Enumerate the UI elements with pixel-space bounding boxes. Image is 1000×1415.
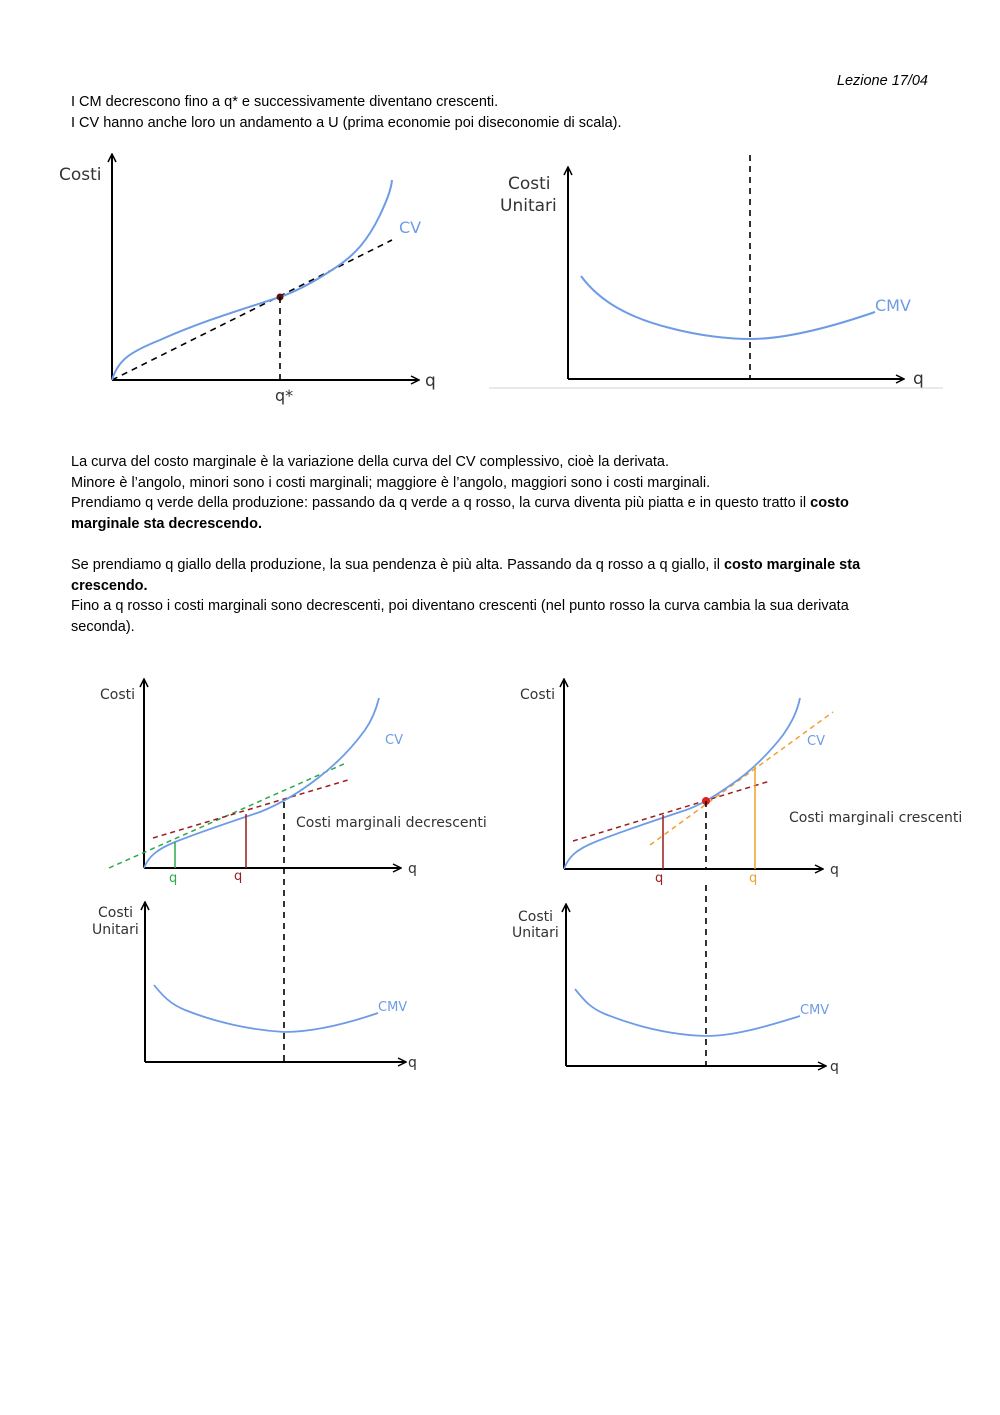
increasing-label: Costi marginali crescenti <box>789 810 963 826</box>
cv-curve <box>564 698 800 869</box>
explanation-line-3: Prendiamo q verde della produzione: passando da q verde a q rosso, la curva diventa più piatta e in questo tratto il costo marginale sta decrescendo. <box>71 495 849 532</box>
cv-curve <box>112 180 392 380</box>
bold-decrescendo: costo marginale sta decrescendo. <box>71 495 849 532</box>
y-axis-label-line1: Costi <box>508 174 551 194</box>
diagram-cmv-left <box>92 802 417 1071</box>
cv-label: CV <box>807 734 825 749</box>
diagram-mc-increasing <box>520 680 962 886</box>
x-axis-label: q <box>913 369 924 389</box>
y-axis-label-line2: Unitari <box>512 925 559 941</box>
intro-line-1: I CM decrescono fino a q* e successivamente diventano crescenti. <box>71 94 499 110</box>
bold-crescendo: costo marginale sta crescendo. <box>71 557 861 594</box>
diagram-mc-decreasing <box>100 680 487 886</box>
q-green-label: q <box>169 871 178 886</box>
y-axis-label-line2: Unitari <box>500 196 557 216</box>
cv-curve <box>144 698 379 868</box>
y-axis-label: Costi <box>520 687 556 703</box>
cv-label: CV <box>385 733 403 748</box>
decreasing-label: Costi marginali decrescenti <box>296 815 487 831</box>
y-axis-label-line2: Unitari <box>92 922 139 938</box>
diagram-cmv <box>489 155 943 389</box>
explanation2-line-2: Fino a q rosso i costi marginali sono decrescenti, poi diventano crescenti (nel punto rosso la curva cambia la sua derivata seconda). <box>71 598 849 635</box>
q-red-label: q <box>655 871 664 886</box>
cmv-label: CMV <box>800 1003 830 1018</box>
cmv-label: CMV <box>378 1000 408 1015</box>
y-axis-label: Costi <box>59 165 102 185</box>
q-red-label: q <box>234 869 243 884</box>
tangent-ray <box>112 240 392 380</box>
cv-label: CV <box>399 218 422 237</box>
q-star-label: q* <box>275 386 294 405</box>
explanation-line-2: Minore è l’angolo, minori sono i costi marginali; maggiore è l’angolo, maggiori sono i costi marginali. <box>71 474 711 491</box>
x-axis-label: q <box>408 1055 417 1071</box>
y-axis-label-line1: Costi <box>98 905 134 921</box>
explanation2-line-1: Se prendiamo q giallo della produzione, la sua pendenza è più alta. Passando da q rosso a q giallo, il costo marginale sta crescendo. <box>71 557 861 594</box>
x-axis-label: q <box>425 371 436 391</box>
diagram-cv <box>59 155 436 405</box>
diagram-cmv-right <box>512 885 839 1075</box>
cmv-curve <box>154 985 378 1032</box>
cmv-label: CMV <box>875 296 911 315</box>
y-axis-label: Costi <box>100 687 136 703</box>
q-orange-label: q <box>749 871 758 886</box>
x-axis-label: q <box>830 862 839 878</box>
y-axis-label-line1: Costi <box>518 909 554 925</box>
x-axis-label: q <box>408 861 417 877</box>
cmv-curve <box>575 989 800 1036</box>
red-tangent <box>573 781 770 841</box>
explanation-line-1: La curva del costo marginale è la variazione della curva del CV complessivo, cioè la derivata. <box>71 454 670 470</box>
x-axis-label: q <box>830 1059 839 1075</box>
cmv-curve <box>581 276 875 339</box>
intro-line-2: I CV hanno anche loro un andamento a U (prima economie poi diseconomie di scala). <box>71 114 622 131</box>
lesson-header: Lezione 17/04 <box>836 73 928 89</box>
